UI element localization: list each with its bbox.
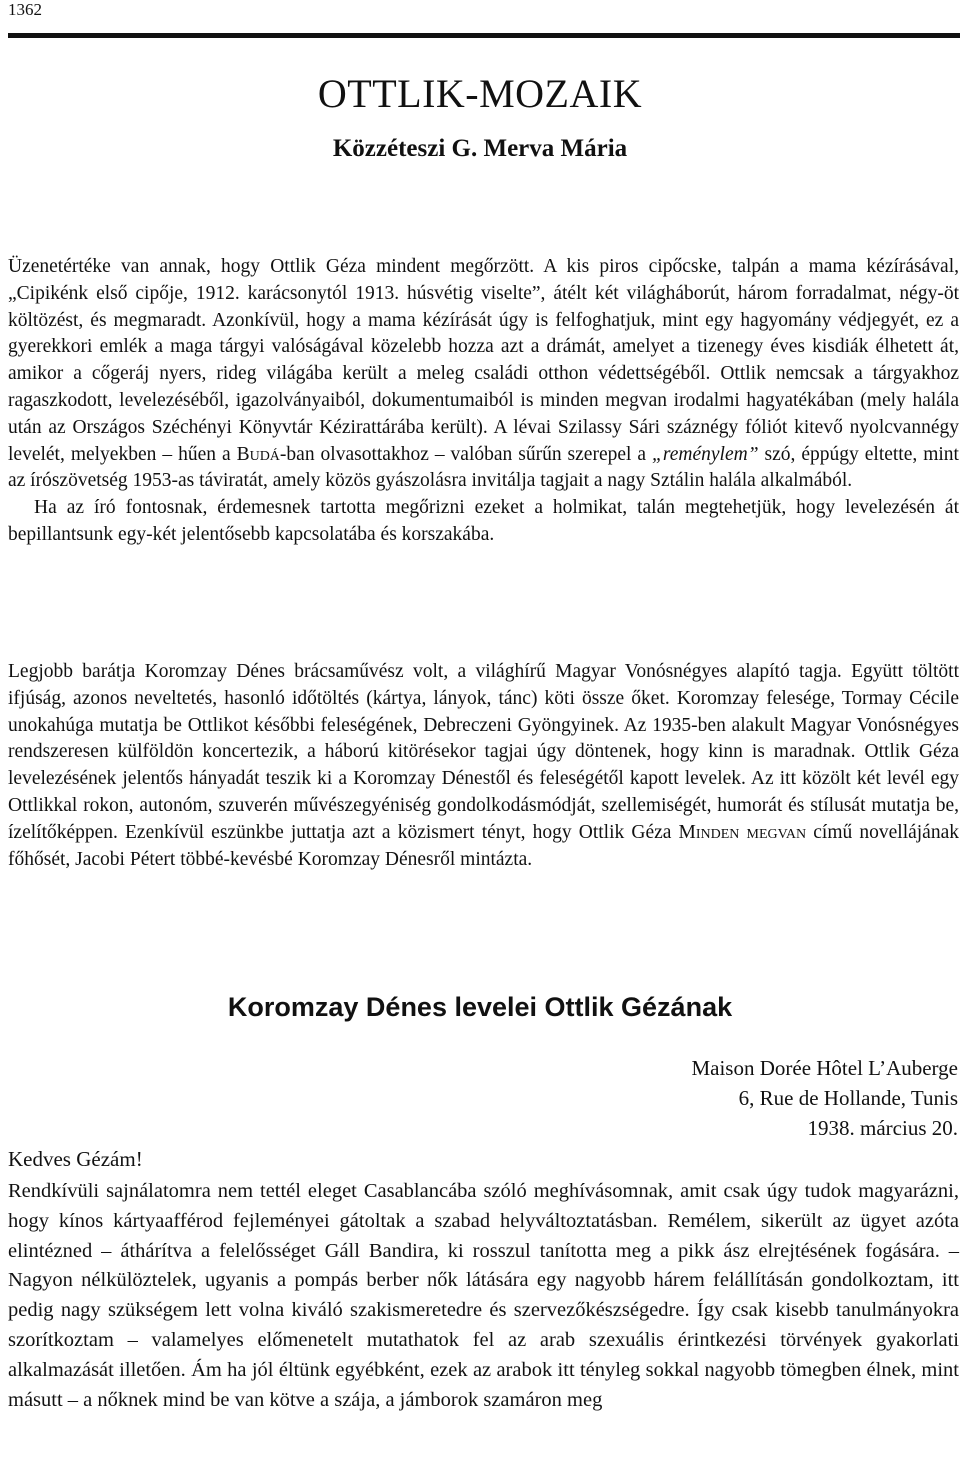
friend-text-a: Legjobb barátja Koromzay Dénes brácsaművész volt, a világhírű Magyar Vonósnégyes alapító tagja. Együtt töltött ifjúság, azonos neveltetés, hasonló időtöltés (kártya, lányok, tánc) köti össze őket. Koromzay felesége, Tormay Cécile unokahúga mutatja be Ottlikot későbbi feleségének, Debreczeni Gyöngyinek. Az 1935-ben alakult Magyar Vonósnégyes rendszeresen külföldön koncertezik, a háború kitörésekor tagjai úgy döntenek, hogy kinn is maradnak. Ottlik Géza levelezésének jelentős hányadát teszik ki a Koromzay Dénestől és feleségétől kapott levelek. Az itt közölt két levél egy Ottlikkal rokon, autonóm, szuverén művészegyéniség gondolkodásmódját, szellemiségét, humorát és stílusát mutatja be, ízelítőképpen. Ezenkívül eszünkbe juttatja azt a közismert tényt, hogy Ottlik Géza [8, 661, 959, 843]
address-line-1: Maison Dorée Hôtel L’Auberge [691, 1056, 958, 1080]
letter-address [691, 1053, 958, 1143]
intro-text-c: szó, éppúgy eltette, mint az írószövetség 1953-as táviratát, amely közös gyászolásra invitálja tagjait a nagy Sztálin halála alkalmából. [8, 443, 959, 492]
friend-paragraph [8, 659, 959, 873]
intro-paragraph-2: Ha az író fontosnak, érdemesnek tartotta megőrizni ezeket a holmikat, talán megtehetjük, hogy levelezésén át bepillantsunk egy-két jelentősebb kapcsolatába és korszakába. [8, 497, 959, 545]
address-line-2: 6, Rue de Hollande, Tunis [738, 1086, 958, 1110]
buda-title: Budá [236, 443, 280, 465]
novel-title: Minden megvan [678, 821, 807, 843]
friend-section [8, 659, 959, 873]
letter-salutation: Kedves Gézám! [8, 1147, 143, 1171]
page-title: OTTLIK-MOZAIK [317, 71, 643, 116]
quoted-word: „reménylem” [652, 443, 759, 465]
page-subtitle: Közzéteszi G. Merva Mária [332, 135, 628, 162]
letter-heading: Koromzay Dénes levelei Ottlik Gézának [227, 992, 733, 1022]
letter-paragraph: Rendkívüli sajnálatomra nem tettél eleget Casablancába szóló meghívásomnak, amit csak úgy tudok magyarázni, hogy kínos kártyaafférod fejleményei gátoltak a szabad helyváltoztatásban. Remélem, sikerült az ügyet azóta elintézned – áthárítva a felelősséget Gáll Bandira, ki rosszul tanította meg a pikk ász elrejtésének fogására. – Nagyon nélkülöztelek, ugyanis a pompás berber nők látására egy nagyobb hárem felállításán gondolkoztam, itt pedig nagy szükségem lett volna kiváló szakismeretedre és szervezőkészségedre. Így csak kisebb tanulmányokra szorítkoztam – valamelyes előmenetelt mutathatok fel az arab szexuális érintkezési törvények gyakorlati alkalmazását illetően. Ám ha jól éltünk egyébként, ezek az arabok itt tényleg sokkal nagyobb tömegben élnek, mint másutt – a nőknek mind be van kötve a szája, a jámborok szamáron meg [8, 1180, 959, 1411]
page-number: 1362 [8, 0, 42, 19]
top-rule [8, 33, 960, 38]
intro-text-a: Üzenetértéke van annak, hogy Ottlik Géza mindent megőrzött. A kis piros cipőcske, talpán a mama kézírásával, „Cipikénk első cipője, 1912. karácsonytól 1913. húsvétig viselte”, átélt két világháborút, három forradalmat, négy-öt költözést, és megmaradt. Azonkívül, hogy a mama kézírását úgy is felfoghatjuk, mint egy hagyomány védjegyét, ez a gyerekkori emlék a maga tárgyi valóságával közelebb hozza azt a drámát, amelyet a tizenegy éves kisdiák élhetett át, amikor a cőgeráj nyers, rideg világába került a meleg családi otthon védettségéből. Ottlik nemcsak a tárgyakhoz ragaszkodott, levelezéséből, igazolványaiból, dokumentumaiból is minden megvan irodalmi hagyatékában (mely halála után az Országos Széchényi Könyvtár Kézirattárába került). A lévai Szilassy Sári száznégy fóliót kitevő nyolcvannégy levelét, melyekben – hűen a [8, 256, 959, 465]
intro-section [8, 254, 959, 549]
intro-text-b: -ban olvasottakhoz – valóban sűrűn szerepel a [279, 443, 653, 465]
letter-body [8, 1177, 959, 1415]
letter-date: 1938. március 20. [807, 1116, 958, 1140]
friend-text-b: című novellájának főhősét, Jacobi Pétert többé-kevésbé Koromzay Dénesről mintázta. [8, 821, 959, 870]
intro-paragraph-1 [8, 254, 959, 495]
